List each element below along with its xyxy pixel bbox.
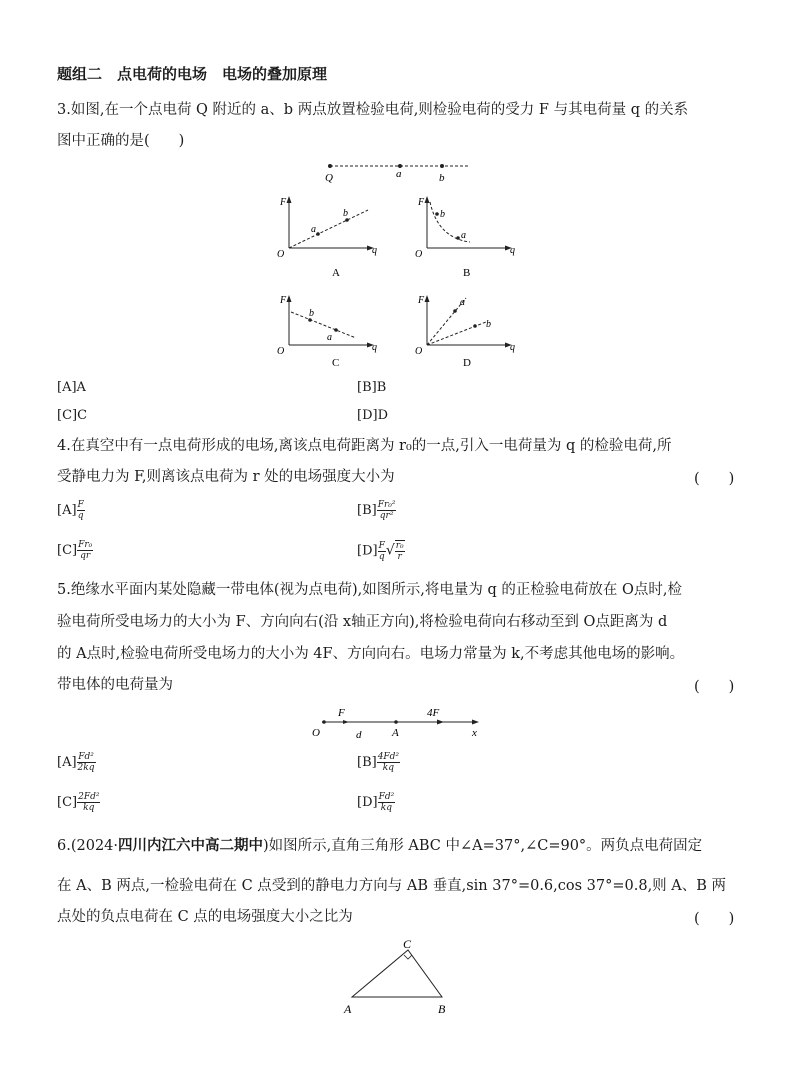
caption-A: A — [332, 267, 340, 279]
q4-option-D[interactable]: [D] $\frac{F}{q}$ √ $\frac{\text{r₀}}{r}$ — [357, 540, 404, 562]
svg-text:b: b — [309, 308, 314, 319]
svg-text:F: F — [418, 197, 425, 208]
q5-text-line3: 的 A点时,检验电荷所受电场力的大小为 4F、方向向右。电场力常量为 k,不考虑其他电场的影响。 — [57, 646, 685, 662]
q3-option-D[interactable]: [D]D — [357, 408, 388, 423]
svg-text:b: b — [486, 319, 491, 330]
q5-text-line4: 带电体的电荷量为 — [57, 677, 173, 693]
q6-triangle — [343, 937, 446, 1016]
graph-C — [277, 295, 377, 369]
label-b: b — [439, 172, 445, 184]
q5-option-D[interactable]: [D] $\frac{\text{Fd²}}{kq}$ — [357, 792, 395, 813]
q3-text-line2: 图中正确的是( ) — [57, 133, 185, 149]
svg-text:F: F — [418, 295, 425, 306]
q3-option-A[interactable]: [A]A — [57, 380, 86, 395]
caption-D: D — [463, 357, 471, 369]
graph-A — [277, 196, 377, 279]
q5-answer-paren: ( ) — [694, 679, 735, 695]
q4-text-line2: 受静电力为 F,则离该点电荷为 r 处的电场强度大小为 — [57, 469, 395, 485]
q5-number-line — [312, 707, 479, 741]
q6-answer-paren: ( ) — [694, 911, 735, 927]
q3-charge-line — [325, 164, 470, 184]
graph-D — [415, 295, 515, 369]
svg-text:4F: 4F — [427, 707, 440, 719]
svg-text:x: x — [472, 727, 477, 739]
q6-source: 四川内江六中高二期中 — [118, 838, 264, 854]
q5-option-A[interactable]: [A] $\frac{\text{Fd²}}{2kq}$ — [57, 752, 95, 773]
q5-option-B[interactable]: [B] $\frac{\text{4Fd²}}{kq}$ — [357, 752, 400, 773]
svg-text:A: A — [392, 727, 399, 739]
svg-text:C: C — [403, 937, 412, 951]
svg-text:d: d — [356, 729, 362, 741]
caption-B: B — [463, 267, 471, 279]
svg-text:q: q — [372, 342, 377, 353]
svg-text:A: A — [344, 1002, 352, 1016]
q4-text-line1: 4.在真空中有一点电荷形成的电场,离该点电荷距离为 r₀的一点,引入一电荷量为 q 的检验电荷,所 — [57, 438, 672, 454]
svg-text:B: B — [438, 1002, 446, 1016]
graph-B — [415, 196, 515, 279]
caption-C: C — [332, 357, 340, 369]
label-a: a — [396, 168, 402, 180]
svg-text:b: b — [440, 209, 445, 220]
section-title: 题组二 点电荷的电场 电场的叠加原理 — [57, 65, 328, 83]
svg-text:a: a — [311, 224, 316, 235]
svg-text:O: O — [277, 346, 285, 357]
q4-option-B[interactable]: [B] $\frac{\text{Fr₀²}}{\text{qr²}}$ — [357, 500, 396, 521]
svg-text:q: q — [510, 245, 515, 256]
q5-option-C[interactable]: [C] $\frac{\text{2Fd²}}{kq}$ — [57, 792, 100, 813]
q5-text-line1: 5.绝缘水平面内某处隐藏一带电体(视为点电荷),如图所示,将电量为 q 的正检验电荷放在 O点时,检 — [57, 582, 682, 598]
label-Q: Q — [325, 172, 333, 184]
q3-text-line1: 3.如图,在一个点电荷 Q 附近的 a、b 两点放置检验电荷,则检验电荷的受力 F 与其电荷量 q 的关系 — [57, 102, 689, 118]
q6-text-line1: 6.(2024·四川内江六中高二期中)如图所示,直角三角形 ABC 中∠A=37°,∠C=90°。两负点电荷固定 — [57, 838, 703, 854]
q6-text-line2: 在 A、B 两点,一检验电荷在 C 点受到的静电力方向与 AB 垂直,sin 37°=0.6,cos 37°=0.8,则 A、B 两 — [57, 878, 727, 894]
svg-text:O: O — [415, 249, 423, 260]
q3-option-C[interactable]: [C]C — [57, 408, 88, 423]
svg-text:F: F — [338, 707, 345, 719]
svg-text:a: a — [460, 297, 465, 308]
svg-text:q: q — [510, 342, 515, 353]
q4-option-A[interactable]: [A] $\frac{F}{q}$ — [57, 500, 84, 521]
svg-text:F: F — [280, 295, 287, 306]
svg-text:F: F — [280, 197, 287, 208]
svg-text:b: b — [343, 208, 348, 219]
svg-text:O: O — [415, 346, 423, 357]
svg-text:a: a — [327, 332, 332, 343]
q5-text-line2: 验电荷所受电场力的大小为 F、方向向右(沿 x轴正方向),将检验电荷向右移动至到 O点距离为 d — [57, 614, 668, 630]
svg-text:q: q — [372, 245, 377, 256]
svg-text:O: O — [312, 727, 320, 739]
q4-answer-paren: ( ) — [694, 471, 735, 487]
q3-option-B[interactable]: [B]B — [357, 380, 387, 395]
svg-text:a: a — [461, 230, 466, 241]
q4-option-C[interactable]: [C] $\frac{\text{Fr₀}}{qr}$ — [57, 540, 93, 561]
svg-text:O: O — [277, 249, 285, 260]
q6-text-line3: 点处的负点电荷在 C 点的电场强度大小之比为 — [57, 909, 353, 925]
